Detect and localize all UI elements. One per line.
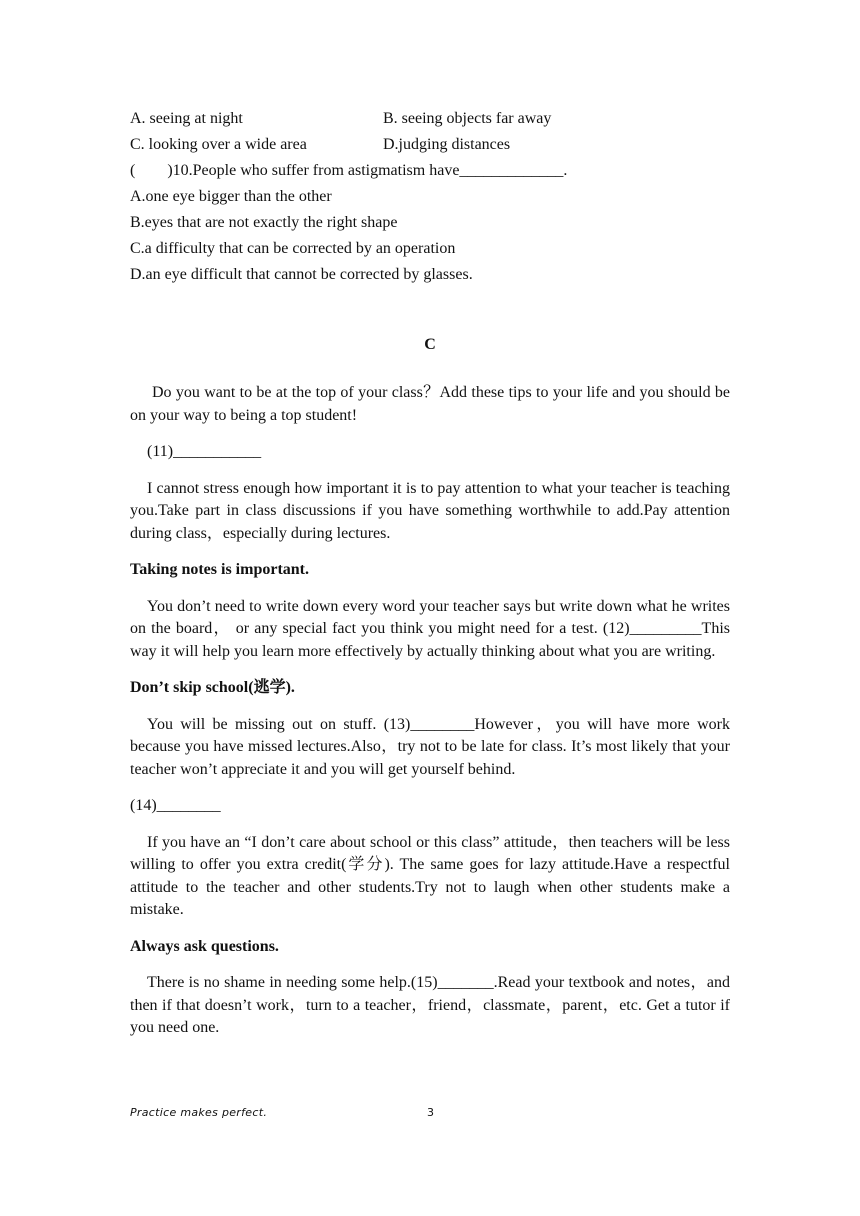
q9-option-a: A. seeing at night — [130, 110, 243, 127]
q10-option-b: B.eyes that are not exactly the right shape — [130, 214, 398, 231]
q9-option-d: D.judging distances — [383, 136, 511, 153]
section-c-title: C — [424, 336, 436, 353]
paragraph-dont-skip-school: You will be missing out on stuff. (13)________However，you will have more work because you have missed lectures.Also，try not to be late for class. It’s most likely that your teacher won’t appreciate it and you will get yourself behind. — [130, 715, 730, 778]
paragraph-ask-questions: There is no shame in needing some help.(15)_______.Read your textbook and notes，and then if that doesn’t work，turn to a teacher，friend，classmate，parent，etc. Get a tutor if you need one. — [130, 974, 731, 1036]
q10-stem: ( )10.People who suffer from astigmatism have_____________. — [130, 162, 568, 179]
heading-dont-skip-school: Don’t skip school(逃学). — [130, 679, 295, 696]
q10-option-d: D.an eye difficult that cannot be corrected by glasses. — [130, 266, 473, 283]
heading-ask-questions: Always ask questions. — [130, 937, 279, 955]
paragraph-attitude: If you have an “I don’t care about school or this class” attitude，then teachers will be less willing to offer you extra credit(学分). The same goes for lazy attitude.Have a respectful attitude to the teacher and other students.Try not to laugh when other students make a mistake. — [130, 833, 730, 918]
heading-taking-notes: Taking notes is important. — [130, 561, 309, 578]
q10-option-c: C.a difficulty that can be corrected by an operation — [130, 240, 456, 257]
blank-14: (14)________ — [130, 797, 221, 814]
q10-option-a: A.one eye bigger than the other — [130, 188, 332, 205]
section-c-intro: Do you want to be at the top of your class？Add these tips to your life and you should be on your way to being a top student! — [130, 384, 730, 424]
blank-11: (11)___________ — [147, 443, 262, 460]
q9-options-row-1 — [130, 106, 730, 132]
q9-option-b: B. seeing objects far away — [383, 110, 552, 127]
page-number: 3 — [427, 1106, 434, 1119]
paragraph-pay-attention: I cannot stress enough how important it is to pay attention to what your teacher is teaching you.Take part in class discussions if you have something worthwhile to add.Pay attention during class，especially during lectures. — [130, 479, 730, 542]
q9-options-row-2 — [130, 132, 730, 158]
paragraph-taking-notes: You don’t need to write down every word your teacher says but write down what he writes on the board， or any special fact you think you might need for a test. (12)_________This way it will help you learn more effectively by actually thinking about what you are writing. — [130, 597, 730, 660]
q9-option-c: C. looking over a wide area — [130, 136, 307, 153]
page-content — [130, 106, 730, 1040]
page-footer — [130, 1106, 730, 1126]
footer-motto: Practice makes perfect. — [130, 1106, 268, 1119]
